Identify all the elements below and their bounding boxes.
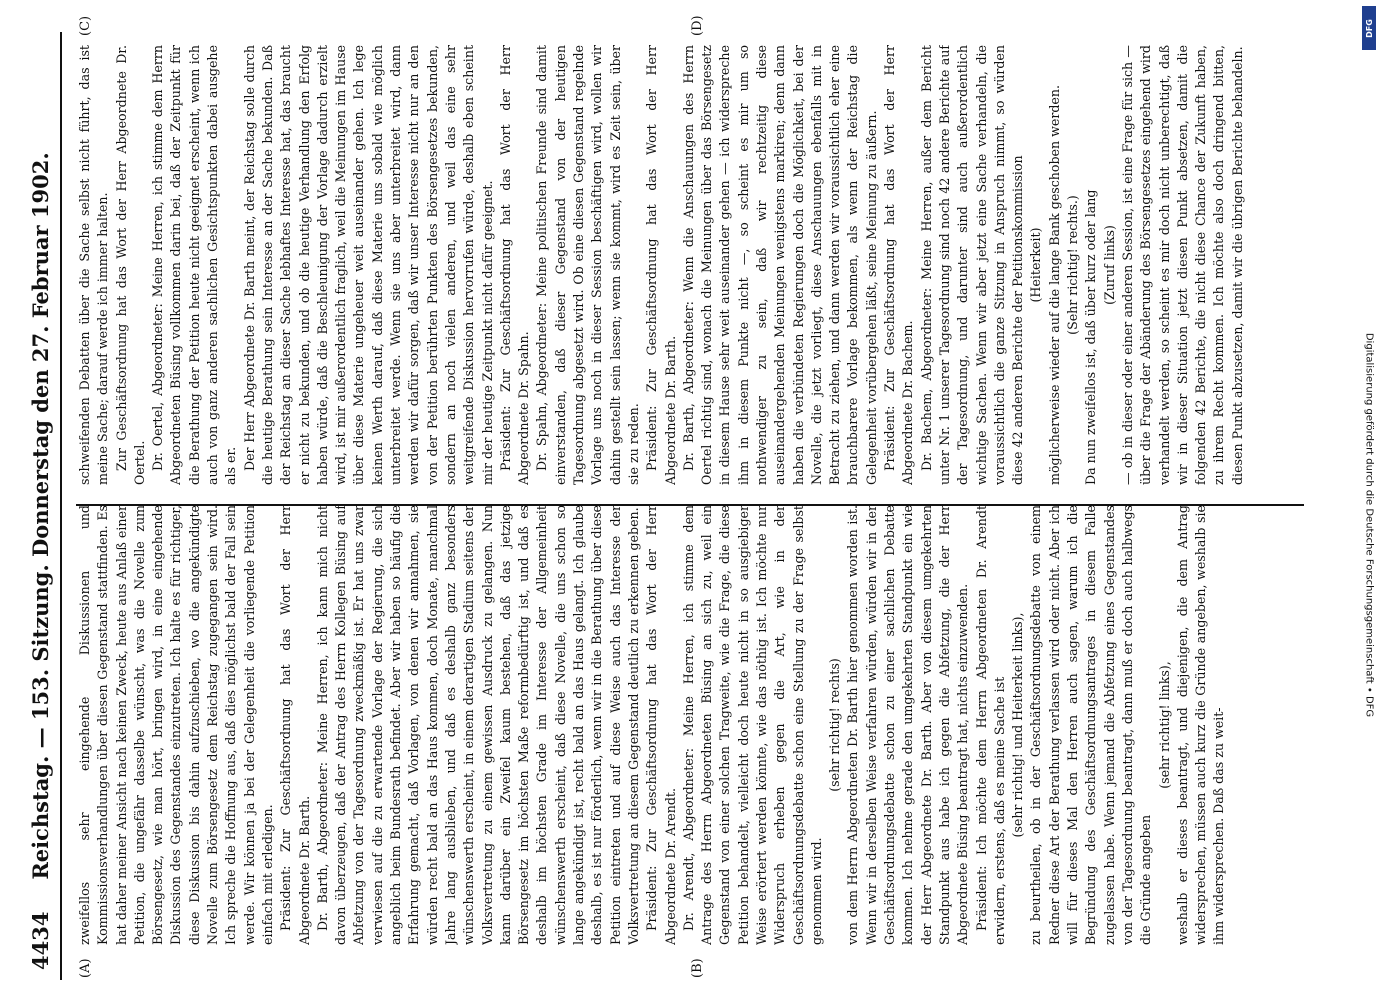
page-number: 4434 [28,911,53,970]
column-divider [76,504,1304,506]
paragraph: Dr. Bachem, Abgeordneter: Meine Herren, außer dem Bericht unter Nr. 1 unserer Tagesordnung sind noch 42 andere Berichte auf der Tagesordnung, und darunter sind auch außerordentlich wichtige Sachen. Wenn wir aber jetzt eine Sache verhandeln, die voraussichtlich die ganze Sitzung in Anspruch nimmt, so würden diese 42 anderen Berichte der Petitionskommission [918,45,1026,485]
paragraph: (sehr richtig! und Heiterkeit links), [1010,612,1026,838]
paragraph: (Heiterkeit) [1028,227,1044,303]
paragraph: Dr. Arendt, Abgeordneter: Meine Herren, ich stimme dem Antrage des Herrn Abgeordneten Büsing an sich zu, weil ein Gegenstand von einer solchen Tragweite, wie die Frage, die diese Petition behandelt, vielleicht doch heute nicht in so ausgiebiger Weise erörtert werden könnte, wie das nöthig ist. Ich möchte nur Widerspruch erheben gegen die Art, wie in der Geschäftsordnungsdebatte schon eine Stellung zu der Frage selbst genommen wird. [680,505,824,945]
paragraph: Präsident: Zur Geschäftsordnung hat das Wort der Herr Abgeordnete Dr. Bachem. [882,45,916,485]
session-title-text: Reichstag. — 153. Sitzung. [28,564,53,880]
digitization-note [1362,60,1376,990]
paragraph: (sehr richtig! links), [1156,661,1172,789]
margin-mark-b: (B) [690,958,705,978]
paragraph: Dr. Oertel, Abgeordneter: Meine Herren, ich stimme dem Herrn Abgeordneten Büsing vollkommen darin bei, daß der Zeitpunkt für die Berathung der Petition heute nicht geeignet erscheint, wenn ich auch von ganz anderen sachlichen Gesichtspunkten dabei ausgehe als er. [150,45,239,485]
paragraph: Präsident: Ich möchte dem Herrn Abgeordneten Dr. Arendt erwidern, erstens, daß es meine Sache ist [973,505,1007,945]
paragraph: Präsident: Zur Geschäftsordnung hat das Wort der Herr Abgeordnete Dr. Arendt. [644,505,678,945]
paragraph: Präsident: Zur Geschäftsordnung hat das Wort der Herr Abgeordnete Dr. Barth. [644,45,678,485]
digitization-note-text: Digitalisierung gefördert durch die Deutsche Forschungsgemeinschaft • DFG [1363,332,1375,718]
paragraph: Der Herr Abgeordnete Dr. Barth meint, der Reichstag solle durch die heutige Berathung sein Interesse an der Sache bekunden. Daß der Reichstag an dieser Sache lebhaftes Interesse hat, das braucht er nicht zu bekunden, und ob die heutige Verhandlung den Erfolg haben würde, daß die Beschleunigung der Vorlage dadurch erzielt wird, ist mir außerordentlich fraglich, weil die Meinungen im Hause über diese Materie ungeheuer weit auseinander gehen. Ich lege keinen Werth darauf, daß diese Materie uns sobald wie möglich unterbreitet werde. Wenn sie uns aber unterbreitet wird, dann werden wir dafür sorgen, daß wir unser Interesse nicht nur an den von der Petition berührten Punkten des Börsengesetzes bekunden, sondern an noch vielen anderen, und weil das eine sehr weitgreifende Diskussion hervorrufen würde, deshalb eben scheint mir der heutige Zeitpunkt nicht dafür geeignet. [241,45,495,485]
paragraph: Präsident: Zur Geschäftsordnung hat das Wort der Herr Abgeordnete Dr. Barth. [278,505,312,945]
paragraph: Da nun zweifellos ist, daß über kurz oder lang [1083,189,1099,485]
page-header [20,32,62,980]
paragraph: von dem Herrn Abgeordneten Dr. Barth hier genommen worden ist. Wenn wir in derselben Weise verfahren würden, würden wir in der Geschäftsordnungsdebatte schon zu einer sachlichen Debatte kommen. Ich nehme gerade den umgekehrten Standpunkt ein wie der Herr Abgeordnete Dr. Barth. Aber von diesem umgekehrten Standpunkt aus habe ich gegen die Abfetzung, die der Herr Abgeordnete Büsing beantragt hat, nichts einzuwenden. [845,505,971,945]
paragraph: Zur Geschäftsordnung hat das Wort der Herr Abgeordnete Dr. Oertel. [113,45,147,485]
paragraph: schweifenden Debatten über die Sache selbst nicht führt, das ist meine Sache; darauf werde ich immer halten. [77,45,111,485]
dfg-logo [1362,6,1376,50]
paragraph: (sehr richtig! rechts) [827,658,843,792]
paragraph: — ob in dieser oder einer anderen Session, ist eine Frage für sich — über die Frage der Abänderung des Börsengesetzes eingehend wird verhandelt werden, so scheint es mir doch nicht unberechtigt, daß wir in dieser Situation jetzt diesen Punkt absetzen, damit die folgenden 42 Berichte, die nicht diese Chance der Zukunft haben, zu ihrem Recht kommen. Ich möchte also doch dringend bitten, diesen Punkt abzusetzen, damit wir die übrigen Berichte behandeln. [1119,45,1245,485]
paragraph: Dr. Spahn, Abgeordneter: Meine politischen Freunde sind damit einverstanden, daß dieser Gegenstand von der heutigen Tagesordnung abgesetzt wird. Ob eine diesen Gegenstand regelnde Vorlage uns noch in dieser Session beschäftigen wird, wollen wir dahin gestellt sein lassen; wenn sie kommt, wird es Zeit sein, über sie zu reden. [534,45,641,485]
dfg-logo-text: DFG [1364,18,1374,38]
session-date: Donnerstag den 27. Februar 1902. [28,152,53,557]
margin-mark-c: (C) [78,15,93,36]
paragraph: weshalb er dieses beantragt, und diejenigen, die dem Antrag widersprechen, müssen auch kurz die Gründe angeben, weshalb sie ihm widersprechen. Daß das zu weit- [1174,505,1227,945]
margin-mark-d: (D) [690,15,705,36]
paragraph: Präsident: Zur Geschäftsordnung hat das Wort der Herr Abgeordnete Dr. Spahn. [497,45,532,485]
margin-mark-a: (A) [78,958,93,978]
paragraph: Dr. Barth, Abgeordneter: Meine Herren, ich kann mich nicht davon überzeugen, daß der Antrag des Herrn Kollegen Büsing auf Abfetzung von der Tagesordnung zweckmäßig ist. Er hat uns zwar verwiesen auf die zu erwartende Vorlage der Regierung, die sich angeblich beim Bundesrath befindet. Aber wir haben so häufig die Erfahrung gemacht, daß Vorlagen, von denen wir annahmen, sie würden recht bald an das Haus kommen, doch Monate, manchmal Jahre lang ausblieben, und daß es deshalb ganz besonders wünschenswerth erscheint, in einem derartigen Stadium seitens der Volksvertretung zu einem gewissen Ausdruck zu gelangen. Nun kann darüber ein Zweifel kaum bestehen, daß das jetzige Börsengesetz im höchsten Maße reformbedürftig ist, und daß es deshalb im höchsten Grade im Interesse der Allgemeinheit wünschenswerth erscheint, daß diese Novelle, die uns schon so lange angekündigt ist, recht bald an das Haus gelangt. Ich glaube deshalb, es ist nur förderlich, wenn wir in die Berathung über diese Petition eintreten und auf diese Weise auch das Interesse der Volksvertretung an diesem Gegenstand deutlich zu erkennen geben. [314,505,641,945]
paragraph: zweifellos sehr eingehende Diskussionen und Kommissionsverhandlungen über diesen Gegenstand stattfinden. Es hat daher meiner Ansicht nach keinen Zweck, heute aus Anlaß einer Petition, die ungefähr dasselbe wünscht, was die Novelle zum Börsengesetz, wie man hört, bringen wird, in eine eingehende Diskussion des Gegenstandes einzutreten. Ich halte es für richtiger, diese Diskussion bis dahin aufzuschieben, wo die angekündigte Novelle zum Börsengesetz dem Reichstag zugegangen sein wird. Ich spreche die Hoffnung aus, daß dies möglichst bald der Fall sein werde. Wir können ja bei der Gelegenheit die vorliegende Petition einfach mit erledigen. [77,505,275,945]
paragraph: möglicherweise wieder auf die lange Bank geschoben werden. [1046,85,1062,485]
right-text-column [76,45,1304,485]
session-title [28,92,53,940]
paragraph: Dr. Barth, Abgeordneter: Wenn die Anschauungen des Herrn Oertel richtig sind, wonach die Meinungen über das Börsengesetz in diesem Hause sehr weit auseinander gehen — ich widerspreche ihm in diesem Punkte nicht —, so scheint es mir um so nothwendiger zu sein, daß wir rechtzeitig diese auseinandergehenden Meinungen wenigstens markiren; denn dann haben die verbündeten Regierungen doch die Möglichkeit, bei der Novelle, die jetzt vorliegt, diese Anschauungen ebenfalls mit in Betracht zu ziehen, und dann werden wir voraussichtlich eher eine brauchbarere Vorlage bekommen, als wenn der Reichstag die Gelegenheit vorübergehen läßt, seine Meinung zu äußern. [680,45,879,485]
paragraph: zu beurtheilen, ob in der Geschäftsordnungsdebatte von einem Redner diese Art der Berathung verlassen wird oder nicht. Aber ich will für dieses Mal den Herren auch sagen, warum ich die Begründung des Geschäftsordnungsantrages in diesem Falle zugelassen habe. Wenn jemand die Abfetzung eines Gegenstandes von der Tagesordnung beantragt, dann muß er doch auch halbwegs die Gründe angeben [1028,505,1154,945]
left-text-column [76,505,1304,945]
paragraph: (Zuruf links) [1101,225,1117,305]
paragraph: (Sehr richtig! rechts.) [1065,195,1081,335]
